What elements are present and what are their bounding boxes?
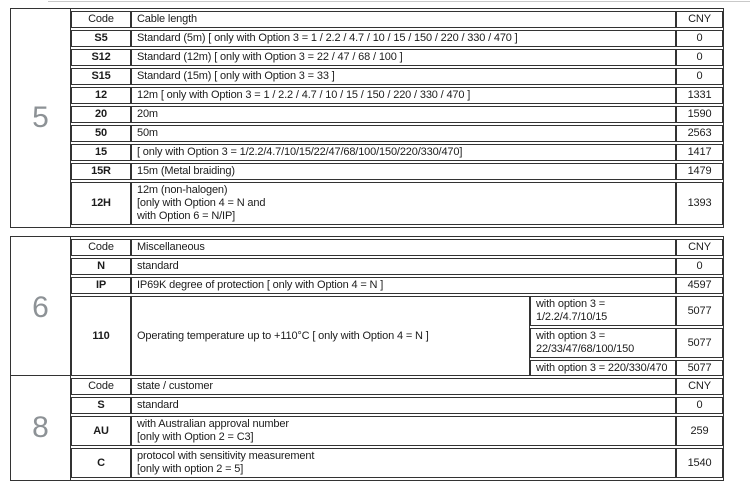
price-cell: 1393 <box>676 182 723 225</box>
table-row <box>71 448 723 478</box>
option-table-cable-length <box>71 9 723 227</box>
price-cell: 5077 <box>676 296 723 326</box>
description-cell: Standard (5m) [ only with Option 3 = 1 / 2.2 / 4.7 / 10 / 15 / 150 / 220 / 330 / 470 ] <box>131 30 676 47</box>
option-condition-cell: with option 3 = 22/33/47/68/100/150 <box>530 328 676 358</box>
table-row <box>71 68 723 85</box>
description-cell: 12m (non-halogen) [only with Option 4 = N and with Option 6 = N/IP] <box>131 182 676 225</box>
column-header-code: Code <box>71 11 131 28</box>
option-rows-container <box>71 9 723 227</box>
option-group-number: 6 <box>11 237 71 379</box>
table-row <box>71 106 723 123</box>
table-row <box>71 125 723 142</box>
code-cell: 15 <box>71 144 131 161</box>
table-row <box>71 277 723 294</box>
description-cell: 12m [ only with Option 3 = 1 / 2.2 / 4.7 / 10 / 15 / 150 / 220 / 330 / 470 ] <box>131 87 676 104</box>
description-cell: Standard (15m) [ only with Option 3 = 33 ] <box>131 68 676 85</box>
option-rows-container <box>71 376 723 480</box>
table-row <box>71 30 723 47</box>
price-cell: 1590 <box>676 106 723 123</box>
code-cell: S15 <box>71 68 131 85</box>
option-condition-cell: with option 3 = 1/2.2/4.7/10/15 <box>530 296 676 326</box>
option-group-5 <box>10 8 724 228</box>
price-cell: 5077 <box>676 360 723 377</box>
table-row <box>71 258 723 275</box>
column-header-price: CNY <box>676 378 723 395</box>
column-header-code: Code <box>71 378 131 395</box>
code-cell: 12 <box>71 87 131 104</box>
option-group-8 <box>10 375 724 481</box>
price-cell: 5077 <box>676 328 723 358</box>
option-table-state-customer <box>71 376 723 480</box>
option-rows-container <box>71 237 723 379</box>
description-cell: standard <box>131 397 676 414</box>
description-cell: Operating temperature up to +110°C [ only with Option 4 = N ] <box>131 296 530 377</box>
price-cell: 1331 <box>676 87 723 104</box>
column-header-description: Miscellaneous <box>131 239 676 256</box>
table-header-row <box>71 239 723 256</box>
code-cell: AU <box>71 416 131 446</box>
price-cell: 1540 <box>676 448 723 478</box>
option-group-number: 8 <box>11 376 71 480</box>
table-row <box>71 416 723 446</box>
code-cell: 15R <box>71 163 131 180</box>
code-cell: N <box>71 258 131 275</box>
description-cell: 15m (Metal braiding) <box>131 163 676 180</box>
price-cell: 0 <box>676 397 723 414</box>
code-cell: C <box>71 448 131 478</box>
code-cell: S <box>71 397 131 414</box>
option-group-6 <box>10 236 724 380</box>
price-cell: 0 <box>676 30 723 47</box>
code-cell: 20 <box>71 106 131 123</box>
description-cell: with Australian approval number [only with Option 2 = C3] <box>131 416 676 446</box>
price-cell: 0 <box>676 68 723 85</box>
table-header-row <box>71 378 723 395</box>
table-row <box>71 87 723 104</box>
price-cell: 1479 <box>676 163 723 180</box>
price-cell: 4597 <box>676 277 723 294</box>
page-top-rule <box>48 1 750 2</box>
table-row <box>71 49 723 66</box>
code-cell: 50 <box>71 125 131 142</box>
code-cell: S5 <box>71 30 131 47</box>
option-condition-cell: with option 3 = 220/330/470 <box>530 360 676 377</box>
price-cell: 0 <box>676 258 723 275</box>
code-cell: 12H <box>71 182 131 225</box>
description-cell: [ only with Option 3 = 1/2.2/4.7/10/15/22/47/68/100/150/220/330/470] <box>131 144 676 161</box>
code-cell: IP <box>71 277 131 294</box>
price-cell: 0 <box>676 49 723 66</box>
description-cell: Standard (12m) [ only with Option 3 = 22 / 47 / 68 / 100 ] <box>131 49 676 66</box>
table-row <box>71 144 723 161</box>
option-table-miscellaneous <box>71 237 723 379</box>
price-cell: 2563 <box>676 125 723 142</box>
table-row <box>71 182 723 225</box>
price-cell: 1417 <box>676 144 723 161</box>
code-cell: S12 <box>71 49 131 66</box>
code-cell: 110 <box>71 296 131 377</box>
price-cell: 259 <box>676 416 723 446</box>
column-header-code: Code <box>71 239 131 256</box>
table-header-row <box>71 11 723 28</box>
table-row <box>71 397 723 414</box>
column-header-description: state / customer <box>131 378 676 395</box>
column-header-price: CNY <box>676 239 723 256</box>
description-cell: IP69K degree of protection [ only with Option 4 = N ] <box>131 277 676 294</box>
table-row <box>71 296 723 326</box>
description-cell: protocol with sensitivity measurement [only with option 2 = 5] <box>131 448 676 478</box>
column-header-price: CNY <box>676 11 723 28</box>
description-cell: standard <box>131 258 676 275</box>
option-group-number: 5 <box>11 9 71 227</box>
description-cell: 20m <box>131 106 676 123</box>
column-header-description: Cable length <box>131 11 676 28</box>
table-row <box>71 163 723 180</box>
description-cell: 50m <box>131 125 676 142</box>
